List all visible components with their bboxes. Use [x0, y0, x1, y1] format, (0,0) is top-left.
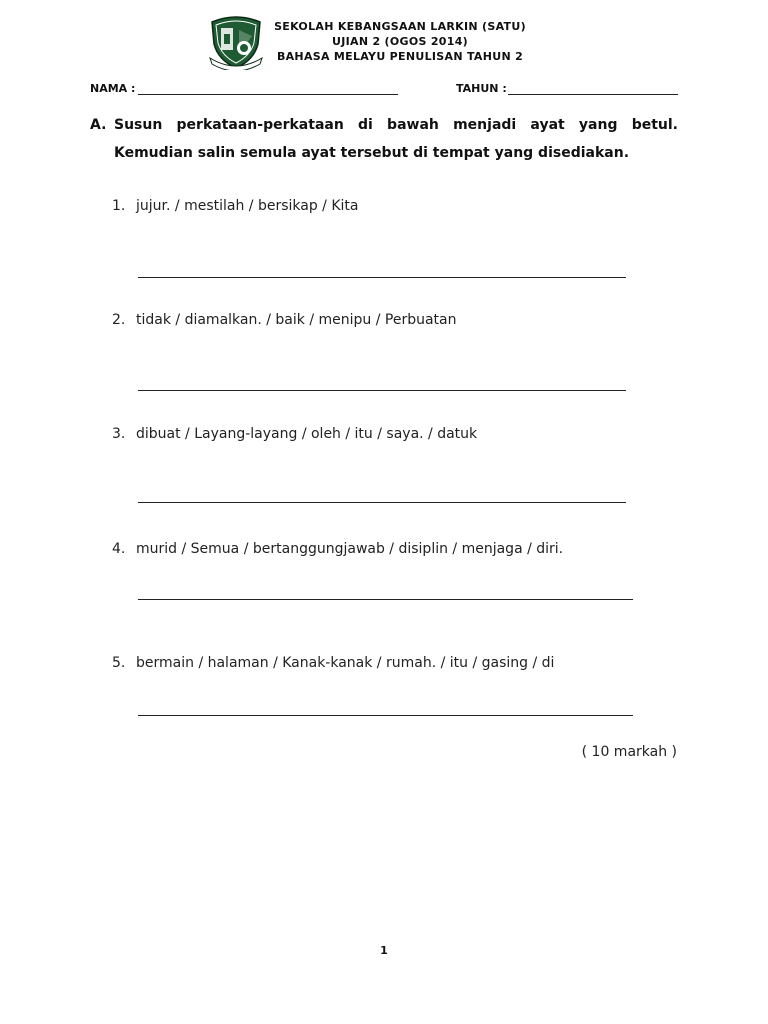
exam-title: UJIAN 2 (OGOS 2014): [331, 35, 468, 48]
question-item: [112, 198, 358, 214]
question-text: tidak / diamalkan. / baik / menipu / Perbuatan: [136, 312, 457, 328]
question-item: [112, 541, 563, 557]
question-number: 5.: [112, 655, 126, 671]
question-number: 4.: [112, 541, 126, 557]
question-item: [112, 312, 456, 328]
subject-title: BAHASA MELAYU PENULISAN TAHUN 2: [276, 50, 524, 63]
page-header: [0, 14, 768, 74]
question-item: [112, 426, 477, 442]
answer-line[interactable]: [138, 502, 626, 503]
question-number: 2.: [112, 312, 126, 328]
section-instruction: Susun perkataan-perkataan di bawah menjadi ayat yang betul. Kemudian salin semula ayat tersebut di tempat yang disediakan.: [114, 117, 678, 161]
answer-line[interactable]: [138, 277, 626, 278]
school-name: SEKOLAH KEBANGSAAN LARKIN (SATU): [274, 20, 526, 33]
student-info-row: [90, 82, 680, 100]
answer-line[interactable]: [138, 390, 626, 391]
section-letter: A.: [90, 117, 107, 133]
header-text: [270, 19, 530, 64]
question-number: 1.: [112, 198, 126, 214]
year-label: TAHUN :: [456, 82, 507, 95]
year-field-line[interactable]: [508, 94, 678, 95]
question-item: [112, 655, 554, 671]
name-field-line[interactable]: [138, 94, 398, 95]
page-number: 1: [380, 944, 388, 957]
school-crest-logo: [208, 14, 264, 70]
answer-line[interactable]: [138, 599, 633, 600]
question-text: jujur. / mestilah / bersikap / Kita: [136, 198, 359, 214]
answer-line[interactable]: [138, 715, 633, 716]
question-text: bermain / halaman / Kanak-kanak / rumah. / itu / gasing / di: [136, 655, 555, 671]
question-text: murid / Semua / bertanggungjawab / disiplin / menjaga / diri.: [136, 541, 564, 557]
name-label: NAMA :: [90, 82, 136, 95]
instruction-section: [90, 111, 678, 167]
question-text: dibuat / Layang-layang / oleh / itu / saya. / datuk: [136, 426, 478, 442]
question-number: 3.: [112, 426, 126, 442]
total-marks: ( 10 markah ): [581, 744, 677, 760]
